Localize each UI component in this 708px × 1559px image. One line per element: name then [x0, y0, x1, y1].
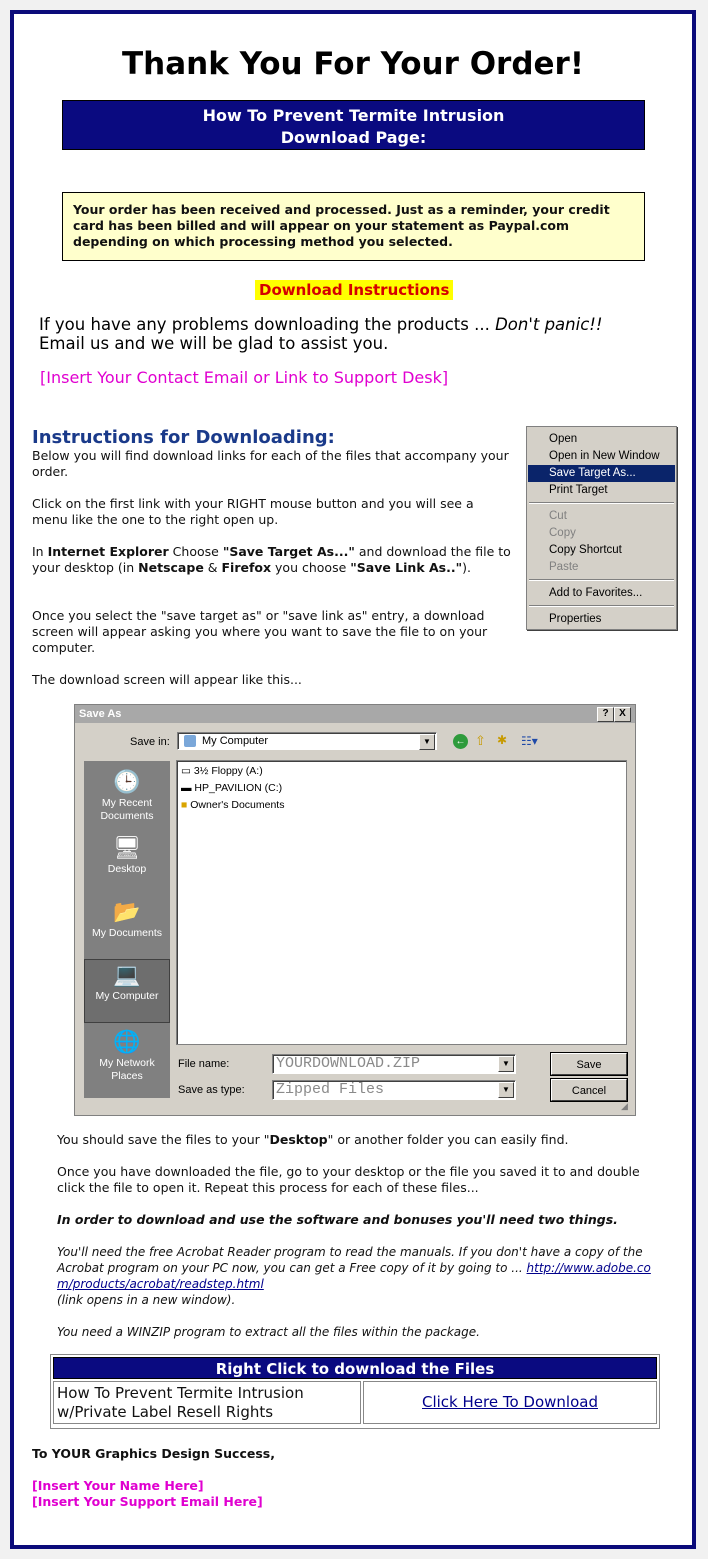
save-location-text: You should save the files to your "Desktop" or another folder you can easily find.	[57, 1132, 569, 1147]
new-folder-icon[interactable]: ✱	[497, 733, 508, 747]
instructions-para-2: Click on the first link with your RIGHT mouse button and you will see a menu like the one to the right open up.	[32, 496, 474, 527]
save-as-dialog	[74, 704, 636, 1116]
folder-icon: ■	[181, 799, 191, 811]
view-menu-icon[interactable]: ☷▾	[521, 734, 538, 748]
folder-icon: 📂	[113, 899, 141, 924]
menu-item-open[interactable]: Open	[549, 433, 578, 445]
place-label: My Documents	[91, 927, 163, 939]
support-text-2: Email us and we will be glad to assist you.	[39, 334, 389, 353]
place-my-documents[interactable]	[84, 897, 170, 940]
save-in-value: My Computer	[202, 735, 269, 747]
acrobat-text: You'll need the free Acrobat Reader program to read the manuals. If you don't have a copy of the Acrobat program on your PC now, you can get a Free copy of it by going to ... http://www.adobe.com/products/acrobat/readstep.html (link opens in a new window).	[57, 1245, 651, 1307]
cancel-button[interactable]: Cancel	[551, 1079, 627, 1101]
save-in-label: Save in:	[130, 736, 170, 748]
instructions-para-5: The download screen will appear like this...	[32, 672, 302, 687]
menu-item-add-to-favorites[interactable]: Add to Favorites...	[549, 587, 643, 599]
page-frame	[10, 10, 696, 1549]
help-button[interactable]: ?	[597, 707, 614, 722]
contact-placeholder: [Insert Your Contact Email or Link to Support Desk]	[40, 368, 449, 387]
place-my-recent-documents[interactable]	[84, 767, 170, 823]
signoff-email: [Insert Your Support Email Here]	[32, 1494, 263, 1509]
menu-separator	[529, 579, 674, 581]
file-name-input[interactable]	[272, 1054, 516, 1074]
save-type-select[interactable]	[272, 1080, 516, 1100]
menu-item-copy: Copy	[549, 527, 576, 539]
file-item[interactable]: ▬ HP_PAVILION (C:)	[181, 782, 283, 794]
instructions-para-1: Below you will find download links for each of the files that accompany your order.	[32, 448, 509, 479]
menu-item-open-new-window[interactable]: Open in New Window	[549, 450, 660, 462]
file-name-label: File name:	[178, 1058, 230, 1070]
drive-icon: ▬	[181, 782, 195, 794]
requirements-heading: In order to download and use the software and bonuses you'll need two things.	[57, 1212, 618, 1227]
menu-item-paste: Paste	[549, 561, 579, 573]
instructions-para-3: In Internet Explorer Choose "Save Target As..." and download the file to your desktop (in Netscape & Firefox you choose "Save Link As..").	[32, 544, 511, 575]
menu-item-save-target-as[interactable]: Save Target As...	[528, 465, 675, 482]
place-my-computer[interactable]	[84, 959, 170, 1023]
open-file-text: Once you have downloaded the file, go to your desktop or the file you saved it to and double click the file to open it. Repeat this process for each of these files...	[57, 1164, 640, 1195]
download-link[interactable]: Click Here To Download	[422, 1393, 598, 1411]
menu-item-cut: Cut	[549, 510, 567, 522]
place-desktop[interactable]	[84, 833, 170, 876]
signoff-name: [Insert Your Name Here]	[32, 1478, 204, 1493]
adobe-link[interactable]: http://www.adobe.com/products/acrobat/readstep.html	[57, 1261, 651, 1291]
my-computer-icon: 💻	[113, 962, 141, 987]
file-list	[176, 760, 627, 1045]
place-label: My Computer	[95, 990, 159, 1002]
menu-item-print-target[interactable]: Print Target	[549, 484, 608, 496]
desktop-icon: 🖥	[113, 835, 141, 860]
product-banner	[62, 100, 645, 150]
place-my-network-places[interactable]	[84, 1027, 170, 1083]
chevron-down-icon[interactable]: ▼	[419, 734, 435, 750]
save-button[interactable]: Save	[551, 1053, 627, 1075]
floppy-icon: ▭	[181, 765, 194, 777]
places-bar	[84, 761, 170, 1098]
file-item[interactable]: ■ Owner's Documents	[181, 799, 285, 811]
menu-separator	[529, 605, 674, 607]
context-menu	[526, 426, 677, 630]
menu-item-properties[interactable]: Properties	[549, 613, 602, 625]
order-notice: Your order has been received and processed. Just as a reminder, your credit card has been billed and will appear on your statement as Paypal.com depending on which processing method you selected.	[62, 192, 645, 261]
place-label: My Network Places	[99, 1057, 155, 1082]
banner-line-2: Download Page:	[280, 128, 427, 147]
menu-separator	[529, 502, 674, 504]
save-type-value: Zipped Files	[276, 1081, 385, 1098]
save-type-label: Save as type:	[178, 1084, 245, 1096]
download-link-cell	[363, 1381, 657, 1424]
save-in-combo[interactable]	[177, 732, 437, 750]
banner-line-1: How To Prevent Termite Intrusion	[202, 106, 505, 125]
download-table-header: Right Click to download the Files	[53, 1357, 657, 1379]
product-name-cell: How To Prevent Termite Intrusion w/Private Label Resell Rights	[53, 1381, 361, 1424]
file-name-value: YOURDOWNLOAD.ZIP	[276, 1055, 421, 1072]
resize-grip-icon[interactable]: ◢	[621, 1101, 628, 1111]
recent-documents-icon: 🕒	[113, 769, 141, 794]
signoff-closing: To YOUR Graphics Design Success,	[32, 1446, 275, 1461]
computer-icon	[184, 735, 196, 747]
place-label: My Recent Documents	[100, 797, 154, 822]
back-icon[interactable]: ←	[453, 734, 468, 749]
file-item[interactable]: ▭ 3½ Floppy (A:)	[181, 765, 263, 777]
chevron-down-icon[interactable]: ▼	[498, 1082, 514, 1098]
place-label: Desktop	[107, 863, 147, 875]
winzip-text: You need a WINZIP program to extract all the files within the package.	[57, 1325, 480, 1339]
dialog-title: Save As	[75, 705, 635, 723]
download-table	[50, 1354, 660, 1429]
network-icon: 🌐	[113, 1029, 141, 1054]
close-button[interactable]: X	[614, 707, 631, 722]
page-title: Thank You For Your Order!	[121, 46, 584, 82]
up-folder-icon[interactable]: ⇧	[475, 733, 486, 748]
instructions-heading: Instructions for Downloading:	[32, 427, 335, 448]
instructions-para-4: Once you select the "save target as" or "save link as" entry, a download screen will appear asking you where you want to save the file to on your computer.	[32, 608, 488, 655]
support-message	[39, 315, 603, 353]
support-text-1: If you have any problems downloading the products ...	[39, 315, 496, 334]
menu-item-copy-shortcut[interactable]: Copy Shortcut	[549, 544, 622, 556]
download-instructions-label: Download Instructions	[255, 280, 453, 300]
chevron-down-icon[interactable]: ▼	[498, 1056, 514, 1072]
dont-panic-text: Don't panic!!	[495, 315, 603, 334]
